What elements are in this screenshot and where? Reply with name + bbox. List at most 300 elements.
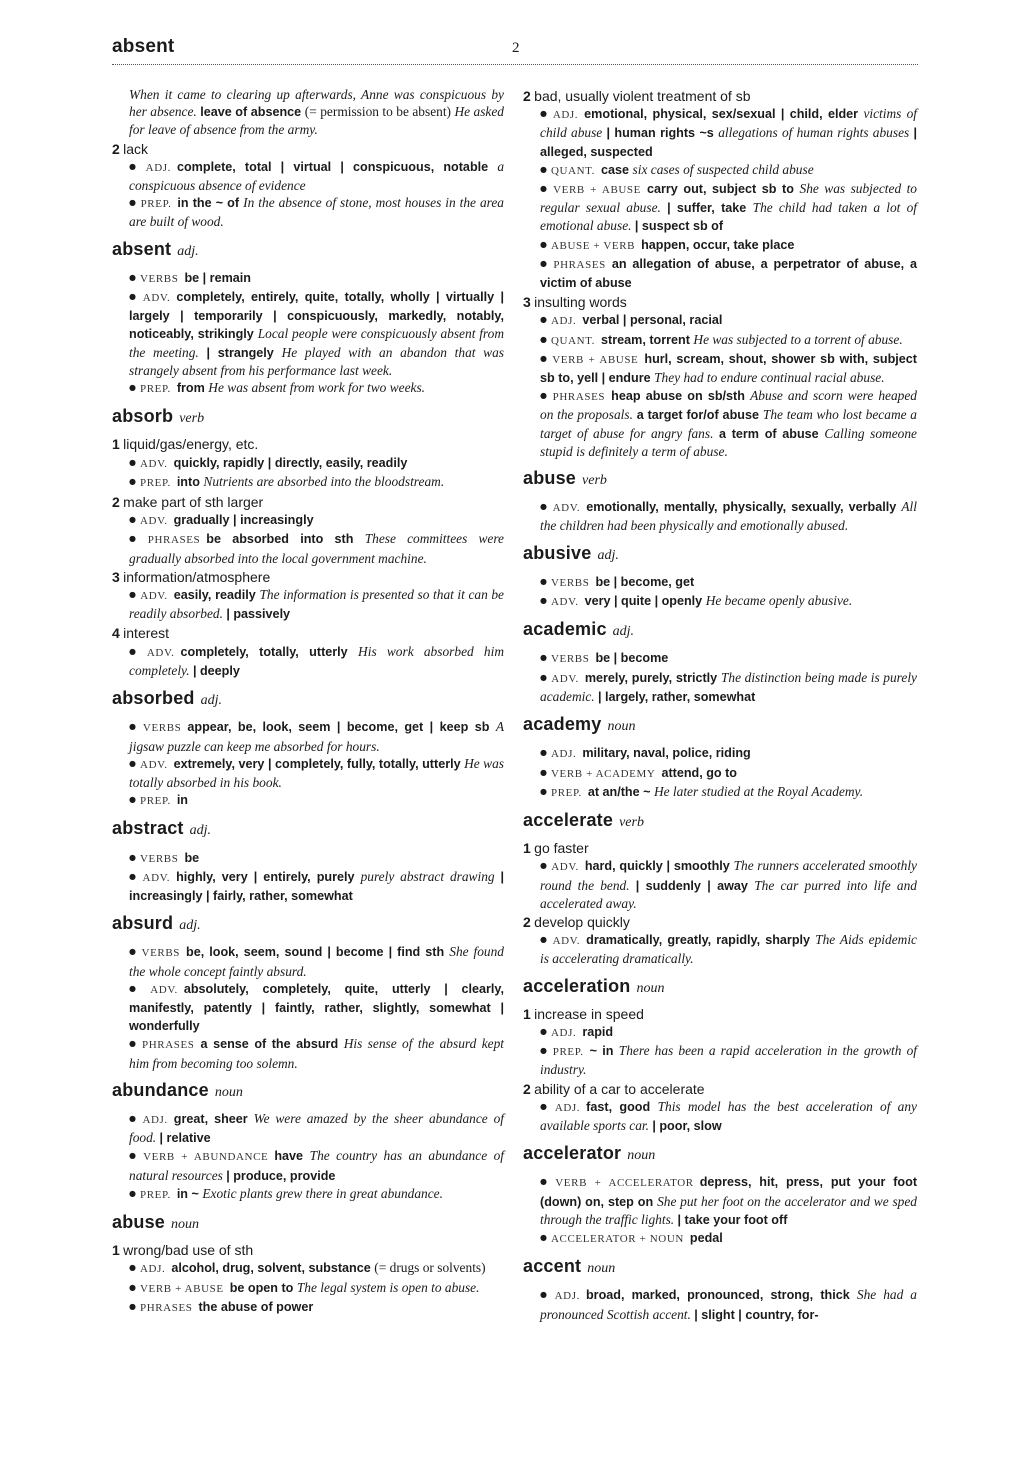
collocation: depress, hit, press, put your foot (down) on, step on	[540, 1175, 918, 1209]
example: His sense of the absurd kept him from becoming too solemn.	[129, 1036, 504, 1071]
entry	[112, 408, 504, 680]
headword: academy	[523, 714, 602, 735]
sense-line	[523, 88, 917, 105]
sense	[112, 569, 504, 624]
collocation-block	[112, 158, 504, 194]
category-label: VERBS	[142, 722, 182, 735]
category-label: ADV.	[551, 861, 579, 874]
entry	[523, 1258, 917, 1324]
example: Calling someone stupid is definitely a term of abuse.	[540, 425, 917, 459]
collocation-block	[523, 236, 917, 255]
collocation: extremely, very | completely, fully, totally, utterly	[173, 756, 465, 771]
collocation-block	[112, 943, 504, 979]
category-label: VERBS	[550, 653, 590, 666]
collocation: | largely, rather, somewhat	[598, 689, 756, 704]
sense-line	[112, 436, 504, 453]
sense	[112, 1110, 504, 1204]
sense-number: 3	[112, 568, 120, 585]
collocation: at an/the ~	[587, 784, 654, 799]
example: Nutrients are absorbed into the bloodstream.	[203, 473, 445, 489]
collocation: easily, readily	[173, 588, 260, 603]
category-label: ADJ.	[554, 1290, 580, 1303]
sense	[523, 294, 917, 460]
category-label: VERB + ACCELERATOR	[555, 1177, 694, 1190]
entry	[523, 470, 917, 535]
entry	[112, 238, 505, 399]
collocation-block	[523, 1098, 917, 1135]
bullet-icon: ●	[540, 767, 547, 777]
collocation: emotional, physical, sex/sexual | child, elder	[584, 107, 864, 122]
headword: absent	[112, 238, 172, 259]
category-label: ADV.	[142, 871, 171, 884]
sense-line	[112, 141, 504, 158]
bullet-icon: ●	[129, 758, 137, 768]
entry	[112, 690, 504, 810]
bullet-icon: ●	[129, 983, 147, 993]
category-label: ADV.	[139, 457, 168, 470]
category-label: PREP.	[550, 786, 582, 799]
category-label: PREP.	[552, 1046, 584, 1059]
collocation: be, look, seem, sound | become | find sth	[186, 945, 450, 960]
collocation: attend, go to	[661, 765, 737, 780]
left-column	[112, 86, 504, 1317]
part-of-speech: noun	[587, 1261, 616, 1277]
bullet-icon: ●	[540, 861, 548, 871]
entry	[112, 915, 504, 1072]
example: The country has an abundance of natural resources	[129, 1148, 504, 1183]
bullet-icon: ●	[129, 1113, 139, 1123]
example: victims of child abuse	[540, 106, 917, 141]
collocation-block	[523, 669, 917, 706]
sense-definition: information/atmosphere	[123, 568, 271, 585]
headword-row	[523, 470, 917, 489]
entry	[523, 88, 917, 460]
collocation: a sense of the absurd	[200, 1037, 344, 1052]
category-label: VERBS	[139, 272, 179, 285]
collocation: ~ in	[589, 1044, 619, 1059]
part-of-speech: noun	[607, 719, 636, 735]
sense	[112, 849, 504, 906]
example: He was subjected to a torrent of abuse.	[693, 331, 903, 347]
example: He was absent from work for two weeks.	[208, 380, 426, 396]
collocation-block	[523, 311, 917, 330]
category-label: VERB + ABUSE	[139, 1282, 224, 1295]
sense	[112, 718, 504, 810]
example: She found the whole concept faintly absurd.	[129, 944, 504, 979]
collocation: great, sheer	[173, 1111, 254, 1126]
continuation-text	[112, 86, 504, 139]
sense	[523, 840, 917, 912]
collocation-block	[112, 379, 504, 398]
gloss: (= permission to be absent)	[304, 104, 455, 120]
collocation-block	[523, 1286, 917, 1323]
sense-number: 4	[112, 625, 120, 642]
bullet-icon: ●	[540, 1232, 547, 1242]
category-label: ADJ.	[554, 1101, 581, 1114]
sense	[112, 943, 504, 1071]
collocation-block	[112, 791, 504, 810]
bullet-icon: ●	[129, 795, 136, 805]
category-label: ADV.	[150, 983, 178, 996]
collocation-block	[523, 350, 917, 387]
example: six cases of suspected child abuse	[632, 161, 814, 177]
collocation: fast, good	[586, 1099, 658, 1114]
category-label: VERB + ABUSE	[553, 184, 641, 197]
category-label: ADV.	[552, 502, 581, 515]
example: Exotic plants grew there in great abundance.	[202, 1185, 443, 1201]
collocation-block	[112, 849, 504, 868]
bullet-icon: ●	[540, 353, 549, 363]
bullet-icon: ●	[540, 1026, 547, 1036]
collocation: carry out, subject sb to	[646, 182, 800, 197]
example: The car purred into life and accelerated away.	[540, 877, 918, 911]
collocation: be | become, get	[595, 574, 695, 589]
collocation-block	[523, 931, 917, 967]
collocation-block	[523, 744, 917, 763]
headword-row	[112, 1079, 504, 1101]
entry	[523, 542, 917, 612]
part-of-speech: adj.	[612, 624, 635, 640]
collocation-block	[112, 1259, 504, 1278]
example: He became openly abusive.	[705, 593, 853, 609]
category-label: ADV.	[140, 590, 168, 603]
sense-definition: make part of sth larger	[123, 494, 264, 511]
collocation: merely, purely, strictly	[584, 670, 721, 685]
sense-line	[523, 1081, 917, 1098]
collocation-block	[112, 1035, 504, 1071]
sense	[523, 744, 917, 802]
sense	[112, 494, 504, 567]
collocation-block	[112, 194, 504, 230]
headword: abusive	[523, 542, 592, 563]
sense-number: 1	[523, 1005, 531, 1022]
collocation: | slight | country, for-	[694, 1307, 819, 1322]
bullet-icon: ●	[540, 258, 550, 268]
category-label: ADV.	[552, 935, 581, 948]
bullet-icon: ●	[129, 1282, 136, 1292]
category-label: QUANT.	[550, 164, 596, 177]
category-label: ADJ.	[550, 1026, 577, 1039]
gloss: (= drugs or solvents)	[374, 1260, 486, 1276]
collocation: in ~	[176, 1186, 203, 1201]
bullet-icon: ●	[540, 576, 547, 586]
sense-definition: insulting words	[534, 294, 627, 311]
sense	[523, 1081, 917, 1136]
entry	[523, 621, 917, 706]
bullet-icon: ●	[129, 1263, 136, 1273]
category-label: VERBS	[550, 576, 590, 589]
collocation: have	[274, 1149, 310, 1164]
headword-row	[112, 408, 504, 427]
example: She was subjected to regular sexual abuse.	[540, 181, 917, 216]
bullet-icon: ●	[129, 198, 137, 208]
sense-number: 2	[523, 88, 531, 104]
bullet-icon: ●	[540, 502, 549, 512]
example: He asked for leave of absence from the army.	[129, 104, 505, 138]
example: They had to endure continual racial abuse.	[654, 370, 885, 386]
category-label: ACCELERATOR + NOUN	[550, 1232, 684, 1245]
right-column	[523, 86, 917, 1324]
collocation-block	[112, 530, 504, 566]
sense-number: 2	[523, 1080, 531, 1097]
bullet-icon: ●	[540, 184, 550, 194]
collocation: stream, torrent	[601, 332, 694, 347]
bullet-icon: ●	[129, 722, 139, 732]
bullet-icon: ●	[129, 534, 144, 544]
sense	[112, 141, 504, 231]
category-label: VERB + ABUSE	[552, 353, 639, 366]
headword-row	[523, 809, 917, 831]
sense-line	[112, 569, 504, 586]
entry	[523, 975, 917, 1136]
headword: abuse	[112, 1211, 166, 1232]
sense	[112, 436, 504, 492]
collocation: very | quite | openly	[584, 594, 706, 609]
collocation-block	[112, 643, 504, 680]
collocation: emotionally, mentally, physically, sexually, verbally	[586, 500, 902, 515]
collocation: an allegation of abuse, a perpetrator of abuse, a victim of abuse	[540, 256, 918, 291]
entry	[523, 809, 918, 968]
headword: accelerate	[523, 809, 614, 830]
collocation-block	[523, 105, 917, 161]
collocation-block	[523, 573, 917, 592]
example: All the children had been physically and emotionally abused.	[540, 499, 917, 534]
collocation: | deeply	[192, 663, 240, 678]
bullet-icon: ●	[540, 786, 547, 796]
bullet-icon: ●	[129, 383, 136, 393]
headword-row	[523, 621, 917, 640]
sense-line	[523, 1006, 917, 1023]
sense	[523, 498, 917, 534]
collocation: absolutely, completely, quite, utterly | clearly, manifestly, patently | faintly, rather, slightly, somewhat | wonderfully	[129, 981, 504, 1034]
part-of-speech: noun	[214, 1084, 243, 1100]
headword: acceleration	[523, 975, 631, 996]
sense-line	[523, 294, 917, 311]
example: His work absorbed him completely.	[129, 643, 505, 678]
category-label: VERB + ACADEMY	[550, 767, 656, 780]
collocation: a target for/of abuse	[636, 408, 763, 423]
entry	[112, 820, 504, 905]
collocation: | relative	[159, 1131, 211, 1146]
collocation-block	[523, 1173, 917, 1229]
bullet-icon: ●	[540, 1177, 552, 1187]
bullet-icon: ●	[129, 515, 136, 525]
category-label: ADJ.	[139, 1263, 166, 1276]
sense-line	[112, 494, 504, 511]
category-label: ADJ.	[142, 1113, 168, 1126]
part-of-speech: adj.	[597, 547, 619, 563]
collocation-block	[523, 498, 917, 534]
collocation: in the ~ of	[177, 196, 244, 211]
sense-number: 2	[523, 913, 531, 930]
collocation: highly, very | entirely, purely	[176, 869, 361, 884]
collocation-block	[112, 755, 504, 791]
sense-number: 2	[112, 494, 120, 511]
sense-definition: wrong/bad use of sth	[123, 1242, 254, 1259]
collocation: appear, be, look, seem | become, get | keep sb	[187, 720, 496, 735]
example: The Aids epidemic is accelerating dramatically.	[540, 932, 917, 967]
headword-row	[523, 542, 917, 564]
example: The child had taken a lot of emotional abuse.	[540, 200, 917, 234]
sense-definition: liquid/gas/energy, etc.	[123, 436, 259, 453]
collocation: in	[176, 793, 189, 808]
category-label: PHRASES	[552, 391, 606, 404]
bullet-icon: ●	[540, 164, 547, 174]
sense	[523, 649, 917, 706]
collocation: leave of absence	[200, 105, 305, 120]
headword-row	[112, 915, 504, 934]
sense-line	[523, 914, 917, 931]
sense-number: 1	[112, 436, 120, 453]
bullet-icon: ●	[129, 871, 139, 881]
collocation-block	[112, 1298, 504, 1317]
entry	[112, 1079, 504, 1204]
category-label: VERBS	[139, 852, 179, 865]
collocation: completely, totally, utterly	[180, 644, 359, 659]
collocation-block	[112, 1185, 504, 1204]
bullet-icon: ●	[540, 672, 548, 682]
example: There has been a rapid acceleration in the growth of industry.	[540, 1043, 917, 1078]
sense	[523, 1006, 917, 1079]
collocation-block	[112, 288, 504, 379]
headword: abstract	[112, 818, 184, 839]
collocation: rapid	[582, 1024, 614, 1039]
collocation: be | remain	[184, 270, 251, 285]
collocation: | increasingly | fairly, rather, somewhat	[129, 869, 505, 903]
part-of-speech: verb	[582, 473, 607, 489]
category-label: ADV.	[142, 292, 171, 305]
bullet-icon: ●	[129, 1039, 139, 1049]
sense	[523, 573, 917, 611]
collocation: | suddenly | away	[635, 878, 755, 893]
collocation: | produce, provide	[226, 1168, 336, 1183]
headword: academic	[523, 619, 607, 640]
category-label: PHRASES	[147, 534, 201, 547]
collocation-block	[523, 857, 917, 912]
collocation: be	[184, 850, 200, 865]
example: These committees were gradually absorbed into the local government machine.	[129, 531, 504, 566]
sense	[112, 625, 504, 680]
example: The information is presented so that it can be readily absorbed.	[129, 587, 504, 622]
example: allegations of human rights abuses	[718, 125, 914, 141]
bullet-icon: ●	[540, 596, 547, 606]
bullet-icon: ●	[540, 1046, 549, 1056]
example: The distinction being made is purely academic.	[540, 669, 917, 704]
category-label: ADV.	[146, 646, 175, 659]
bullet-icon: ●	[129, 1151, 140, 1161]
collocation: completely, entirely, quite, totally, wholly | virtually | largely | temporarily | conspicuously, markedly, notably, noticeably, strikingly	[129, 290, 505, 342]
example: She put her foot on the accelerator and we sped through the traffic lights.	[540, 1193, 917, 1227]
collocation-block	[112, 269, 504, 288]
collocation: | suspect sb of	[634, 219, 724, 234]
bullet-icon: ●	[129, 590, 137, 600]
category-label: PHRASES	[553, 258, 606, 271]
category-label: PREP.	[140, 198, 172, 211]
sense	[523, 914, 917, 968]
entry	[523, 1145, 917, 1248]
category-label: VERBS	[141, 947, 181, 960]
headword-row	[112, 238, 504, 260]
collocation: | take your foot off	[677, 1212, 788, 1227]
category-label: ADV.	[550, 596, 579, 609]
sense	[523, 1173, 917, 1248]
sense-line	[112, 625, 504, 642]
part-of-speech: verb	[619, 814, 644, 830]
category-label: PHRASES	[142, 1039, 195, 1052]
sense-definition: increase in speed	[534, 1005, 644, 1022]
example: Local people were conspicuously absent from the meeting.	[129, 326, 504, 360]
headword: accelerator	[523, 1143, 622, 1164]
example: We were amazed by the sheer abundance of food.	[129, 1110, 504, 1146]
collocation-block	[112, 980, 504, 1036]
bullet-icon: ●	[540, 748, 547, 758]
category-label: PREP.	[139, 476, 171, 489]
bullet-icon: ●	[129, 1301, 136, 1311]
bullet-icon: ●	[129, 1188, 136, 1198]
collocation-block	[523, 783, 917, 802]
collocation: quickly, rapidly | directly, easily, readily	[173, 455, 408, 470]
collocation-block	[112, 1147, 504, 1184]
collocation-block	[523, 255, 917, 292]
headword: absorb	[112, 406, 174, 427]
example: He played with an abandon that was strangely absent from his performance last week.	[129, 344, 504, 378]
bullet-icon: ●	[129, 292, 139, 302]
collocation: | suffer, take	[667, 201, 753, 216]
collocation-block	[112, 473, 504, 492]
category-label: ADJ.	[550, 748, 577, 761]
bullet-icon: ●	[540, 239, 547, 249]
sense-line	[523, 840, 917, 857]
collocation: the abuse of power	[198, 1299, 314, 1314]
entry	[112, 141, 504, 231]
example: In the absence of stone, most houses in the area are built of wood.	[129, 195, 504, 230]
category-label: PREP.	[139, 1188, 171, 1201]
sense-definition: ability of a car to accelerate	[534, 1080, 705, 1097]
collocation: | strangely	[206, 345, 282, 360]
part-of-speech: noun	[171, 1216, 200, 1232]
sense-number: 1	[523, 840, 531, 857]
collocation: hurl, scream, shout, shower sb with, subject sb to, yell | endure	[540, 351, 918, 386]
bullet-icon: ●	[540, 935, 549, 945]
collocation: | alleged, suspected	[540, 126, 917, 159]
example: Abuse and scorn were heaped on the proposals.	[540, 388, 917, 423]
headword-row	[112, 690, 504, 709]
headword-row	[523, 1258, 917, 1277]
part-of-speech: noun	[627, 1148, 656, 1164]
collocation: | passively	[226, 607, 291, 622]
bullet-icon: ●	[129, 646, 143, 656]
collocation-block	[523, 1229, 917, 1248]
collocation-block	[523, 592, 917, 611]
headword: absurd	[112, 913, 174, 934]
page-header	[112, 34, 918, 65]
category-label: ADV.	[139, 515, 168, 528]
collocation: | human rights ~s	[606, 126, 719, 141]
sense	[112, 1242, 504, 1317]
bullet-icon: ●	[540, 391, 549, 401]
bullet-icon: ●	[540, 315, 547, 325]
sense	[523, 88, 917, 292]
headword-row	[523, 716, 917, 735]
sense-definition: lack	[123, 140, 149, 157]
collocation-block	[523, 180, 917, 236]
bullet-icon: ●	[540, 1101, 551, 1111]
bullet-icon: ●	[540, 109, 549, 119]
collocation-block	[112, 718, 504, 754]
collocation-block	[112, 454, 504, 473]
example: When it came to clearing up afterwards, Anne was conspicuous by her absence.	[129, 87, 504, 120]
bullet-icon: ●	[540, 334, 547, 344]
